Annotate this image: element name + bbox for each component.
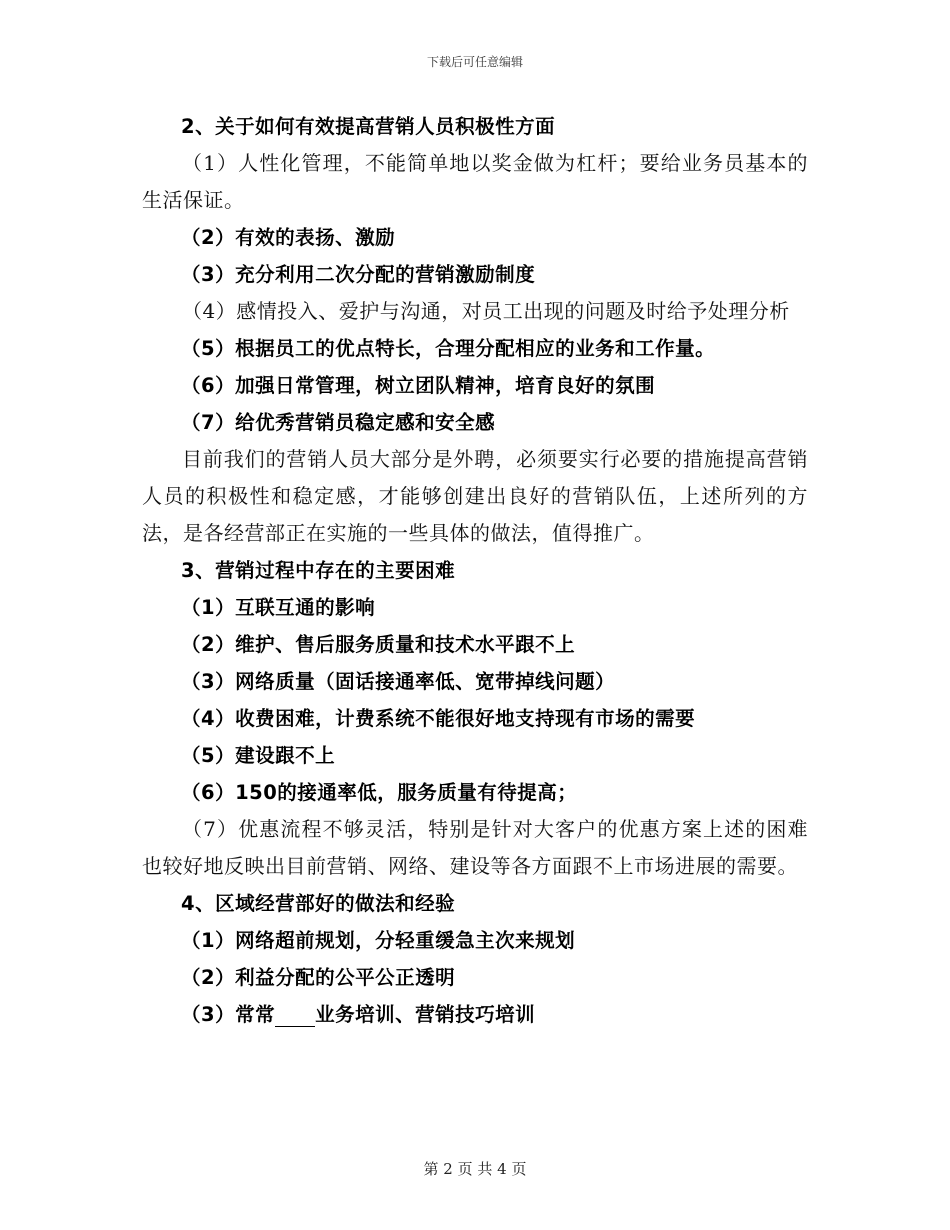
section-2-heading: 2、关于如何有效提高营销人员积极性方面 bbox=[181, 115, 556, 138]
list-item: （3）网络质量（固话接通率低、宽带掉线问题） bbox=[181, 670, 616, 693]
list-item: （7）优惠流程不够灵活，特别是针对大客户的优惠方案上述的困难也较好地反映出目前营销、网络、建设等各方面跟不上市场进展的需要。 bbox=[142, 817, 808, 878]
list-item: （2）利益分配的公平公正透明 bbox=[181, 966, 456, 989]
list-item: （5）建设跟不上 bbox=[181, 744, 336, 767]
list-item: （1）互联互通的影响 bbox=[181, 596, 376, 619]
document-body bbox=[142, 108, 808, 1033]
list-item: （1）网络超前规划，分轻重缓急主次来规划 bbox=[181, 929, 576, 952]
section-2-summary: 目前我们的营销人员大部分是外聘，必须要实行必要的措施提高营销人员的积极性和稳定感，才能够创建出良好的营销队伍，上述所列的方法，是各经营部正在实施的一些具体的做法，值得推广。 bbox=[142, 447, 808, 545]
list-item: （1）人性化管理，不能简单地以奖金做为杠杆；要给业务员基本的生活保证。 bbox=[142, 151, 808, 212]
page-header-note: 下载后可任意编辑 bbox=[426, 55, 523, 69]
section-3-heading: 3、营销过程中存在的主要困难 bbox=[181, 559, 456, 582]
list-item: （6）150的接通率低，服务质量有待提高； bbox=[181, 781, 578, 804]
list-item bbox=[142, 996, 808, 1033]
fill-in-blank bbox=[275, 1004, 315, 1027]
section-4-heading: 4、区域经营部好的做法和经验 bbox=[181, 892, 456, 915]
list-item: （5）根据员工的优点特长，合理分配相应的业务和工作量。 bbox=[181, 337, 716, 360]
list-item-text-a: （3）常常 bbox=[181, 1003, 276, 1026]
page-number: 第 2 页 共 4 页 bbox=[423, 1160, 527, 1178]
list-item: （4）感情投入、爱护与沟通，对员工出现的问题及时给予处理分析 bbox=[182, 299, 790, 323]
list-item: （7）给优秀营销员稳定感和安全感 bbox=[181, 411, 496, 434]
list-item: （6）加强日常管理，树立团队精神，培育良好的氛围 bbox=[181, 374, 656, 397]
list-item: （2）维护、售后服务质量和技术水平跟不上 bbox=[181, 633, 576, 656]
list-item: （3）充分利用二次分配的营销激励制度 bbox=[181, 263, 536, 286]
list-item-text-b: 业务培训、营销技巧培训 bbox=[315, 1003, 536, 1026]
list-item: （4）收费困难，计费系统不能很好地支持现有市场的需要 bbox=[181, 707, 696, 730]
list-item: （2）有效的表扬、激励 bbox=[181, 226, 396, 249]
